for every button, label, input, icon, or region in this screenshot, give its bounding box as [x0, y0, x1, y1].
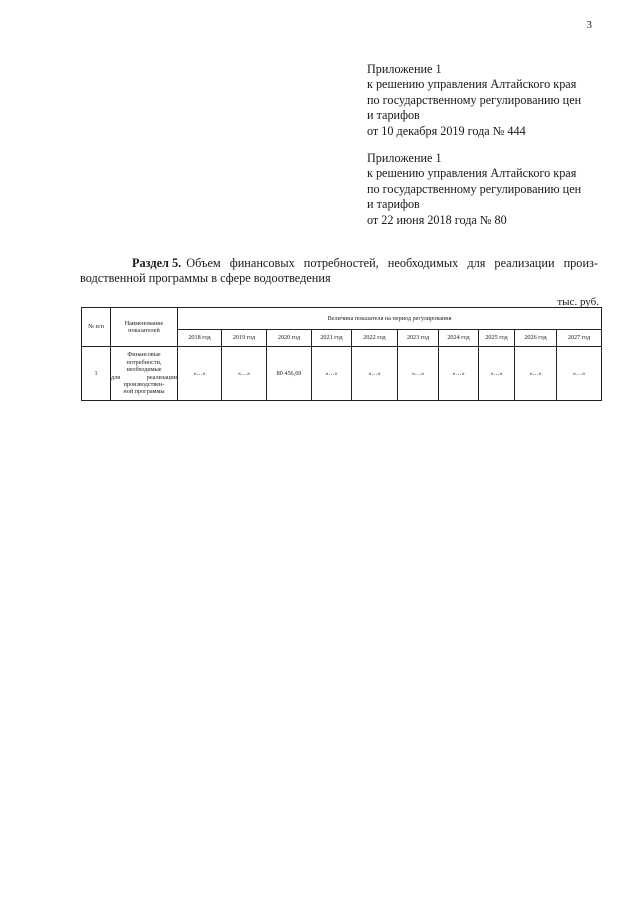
appendix-line: Приложение 1	[367, 62, 442, 76]
indicator-name-line: потребности,	[126, 358, 162, 366]
table-row	[82, 347, 602, 401]
appendix-line: к решению управления Алтайского края	[367, 77, 577, 92]
column-header-year: 2021 год	[312, 330, 352, 347]
value-cell: 80 456,69	[267, 347, 312, 401]
table-header-row	[82, 308, 602, 330]
appendix-line: и тарифов	[367, 108, 420, 123]
financial-needs-table	[81, 307, 602, 401]
section-title-word: финансовых	[229, 256, 295, 270]
section-title-word: Объем	[186, 256, 221, 270]
row-number-cell: 1	[82, 347, 111, 401]
column-header-number: № п/п	[82, 308, 111, 347]
appendix-block-original	[367, 151, 617, 228]
column-header-year: 2026 год	[515, 330, 557, 347]
column-header-year: 2023 год	[398, 330, 439, 347]
appendix-line: к решению управления Алтайского края	[367, 166, 577, 181]
indicator-name-word: реализации	[146, 373, 177, 381]
appendix-line: и тарифов	[367, 197, 420, 212]
column-header-year: 2019 год	[222, 330, 267, 347]
value-cell: «…»	[222, 347, 267, 401]
appendix-line: Приложение 1	[367, 151, 442, 165]
value-cell: «…»	[178, 347, 222, 401]
section-title-word: для	[467, 256, 486, 270]
units-label: тыс. руб.	[557, 296, 599, 308]
section-title-word: произ-	[563, 256, 598, 270]
section-title-line-2: водственной программы в сфере водоотведения	[80, 271, 331, 286]
indicator-name-word: для	[111, 373, 121, 381]
indicator-name-line: ной программы	[123, 388, 165, 396]
column-header-period: Величина показателя на период регулирования	[178, 308, 602, 330]
column-header-year: 2025 год	[479, 330, 515, 347]
page-number: 3	[586, 19, 592, 31]
value-cell: «…»	[515, 347, 557, 401]
section-title-word: необходимых	[387, 256, 459, 270]
indicator-name-line: необходимые	[126, 366, 162, 374]
column-header-year: 2020 год	[267, 330, 312, 347]
section-title-word: реализации	[494, 256, 555, 270]
column-header-year: 2018 год	[178, 330, 222, 347]
section-title-word: потребностей,	[303, 256, 379, 270]
section-title	[80, 256, 598, 287]
column-header-year: 2022 год	[352, 330, 398, 347]
section-label: Раздел 5.	[132, 256, 182, 270]
indicator-name-line	[111, 374, 177, 381]
value-cell: «…»	[312, 347, 352, 401]
indicator-name-line: производствен-	[123, 380, 165, 388]
indicator-name-cell	[111, 347, 178, 401]
appendix-line: по государственному регулированию цен	[367, 92, 582, 107]
appendix-block-current	[367, 62, 617, 139]
appendix-line: от 10 декабря 2019 года № 444	[367, 123, 526, 138]
value-cell: «…»	[352, 347, 398, 401]
section-title-line-1	[80, 256, 598, 271]
value-cell: «…»	[398, 347, 439, 401]
value-cell: «…»	[439, 347, 479, 401]
column-header-year: 2024 год	[439, 330, 479, 347]
indicator-name-line: Финансовые	[127, 351, 161, 359]
appendix-line: от 22 июня 2018 года № 80	[367, 212, 507, 227]
column-header-year: 2027 год	[557, 330, 602, 347]
column-header-name: Наименование показателей	[111, 308, 178, 347]
value-cell: «…»	[557, 347, 602, 401]
appendix-line: по государственному регулированию цен	[367, 181, 582, 196]
value-cell: «…»	[479, 347, 515, 401]
